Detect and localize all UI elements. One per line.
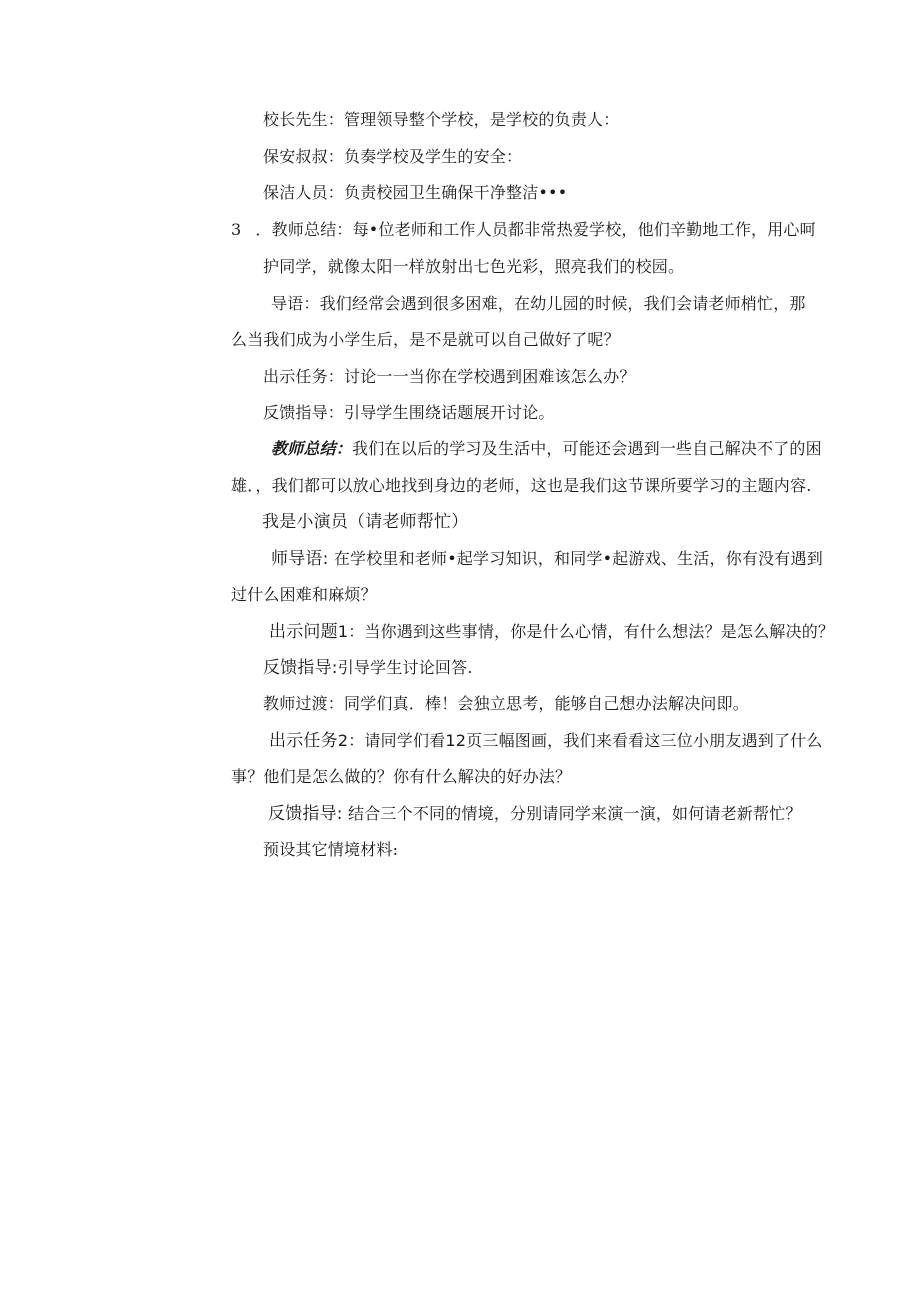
task2-text-b: 页三幅图画，我们来看看这三位小朋友遇到了什么: [466, 731, 823, 750]
role-text: 负责校园卫生确保干净整洁•••: [344, 183, 568, 202]
feedback3-line: [268, 804, 802, 824]
summary-text: ．教师总结：每•位老师和工作人员都非常热爱学校，他们辛勤地工作，用心呵: [255, 220, 816, 239]
feedback3-label: 反馈指导:: [268, 804, 343, 824]
teacher-summary-line1: [271, 439, 822, 459]
summary-paragraph-line2: 护同学，就像太阳一样放射出七色光彩，照亮我们的校园。: [263, 257, 685, 276]
feedback-line: 反馈指导：引导学生围绕话题展开讨论。: [263, 403, 555, 422]
teacher-intro-line2: 过什么困难和麻烦？: [231, 585, 377, 604]
role-principal: [263, 110, 619, 130]
teacher-summary-label: 教师总结：: [271, 439, 353, 458]
task2-line1: [269, 731, 823, 751]
feedback2-text: 引导学生讨论回答.: [337, 658, 473, 677]
task2-number: 2: [337, 731, 349, 750]
feedback2-label: 反馈指导:: [263, 658, 338, 678]
question1-label: 出示问题: [269, 622, 338, 642]
task2-text-a: ：请同学们看: [348, 731, 446, 750]
task2-label: 出示任务: [269, 731, 338, 751]
teacher-intro-label: 师导语:: [271, 549, 329, 569]
section-title: 我是小演员（请老师帮忙）: [262, 512, 469, 532]
role-label: 保安叔叔：: [263, 147, 345, 166]
teacher-summary-text: 我们在以后的学习及生活中，可能还会遇到一些自己解决不了的困: [352, 439, 822, 458]
teacher-intro-text: 在学校里和老师•起学习知识，和同学•起游戏、生活，你有没有遇到: [328, 549, 823, 568]
guide-line1: 导语：我们经常会遇到很多困难，在幼儿园的时候，我们会请老师梢忙，那: [271, 294, 806, 313]
role-label: 保洁人员：: [263, 183, 345, 202]
guide-line2: 么当我们成为小学生后，是不是就可以自己做好了呢？: [231, 330, 620, 349]
transition-line: 教师过渡：同学们真．棒！会独立思考，能够自己想办法解决问即。: [263, 694, 750, 713]
role-text: 负奏学校及学生的安全：: [344, 147, 523, 166]
task2-line2: 事？他们是怎么做的？你有什么解决的好办法？: [231, 767, 572, 786]
item-number: 3: [231, 220, 242, 239]
question1-text: ：当你遇到这些事情，你是什么心情，有什么想法？是怎么解决的？: [348, 622, 835, 641]
teacher-intro-line1: [271, 549, 823, 569]
role-security: [263, 147, 522, 167]
feedback3-text: 结合三个不同的情境，分别请同学来演一演，如何请老新帮忙？: [342, 804, 802, 823]
question1-line: [269, 622, 834, 642]
summary-paragraph-line1: [231, 220, 816, 240]
task2-page-number: 12: [445, 731, 467, 750]
role-text: 管理领导整个学校，是学校的负责人：: [344, 110, 620, 129]
role-cleaner: [263, 183, 567, 203]
question1-number: 1: [337, 622, 349, 641]
role-label: 校长先生：: [263, 110, 345, 129]
feedback2-line: [263, 658, 473, 678]
teacher-summary-line2: 雄．，我们都可以放心地找到身边的老师，这也是我们这节课所要学习的主题内容.: [231, 476, 812, 495]
task-line: 出示任务：讨论一一当你在学校遇到困难该怎么办？: [263, 367, 636, 386]
preset-line: 预设其它情境材料:: [263, 840, 399, 859]
